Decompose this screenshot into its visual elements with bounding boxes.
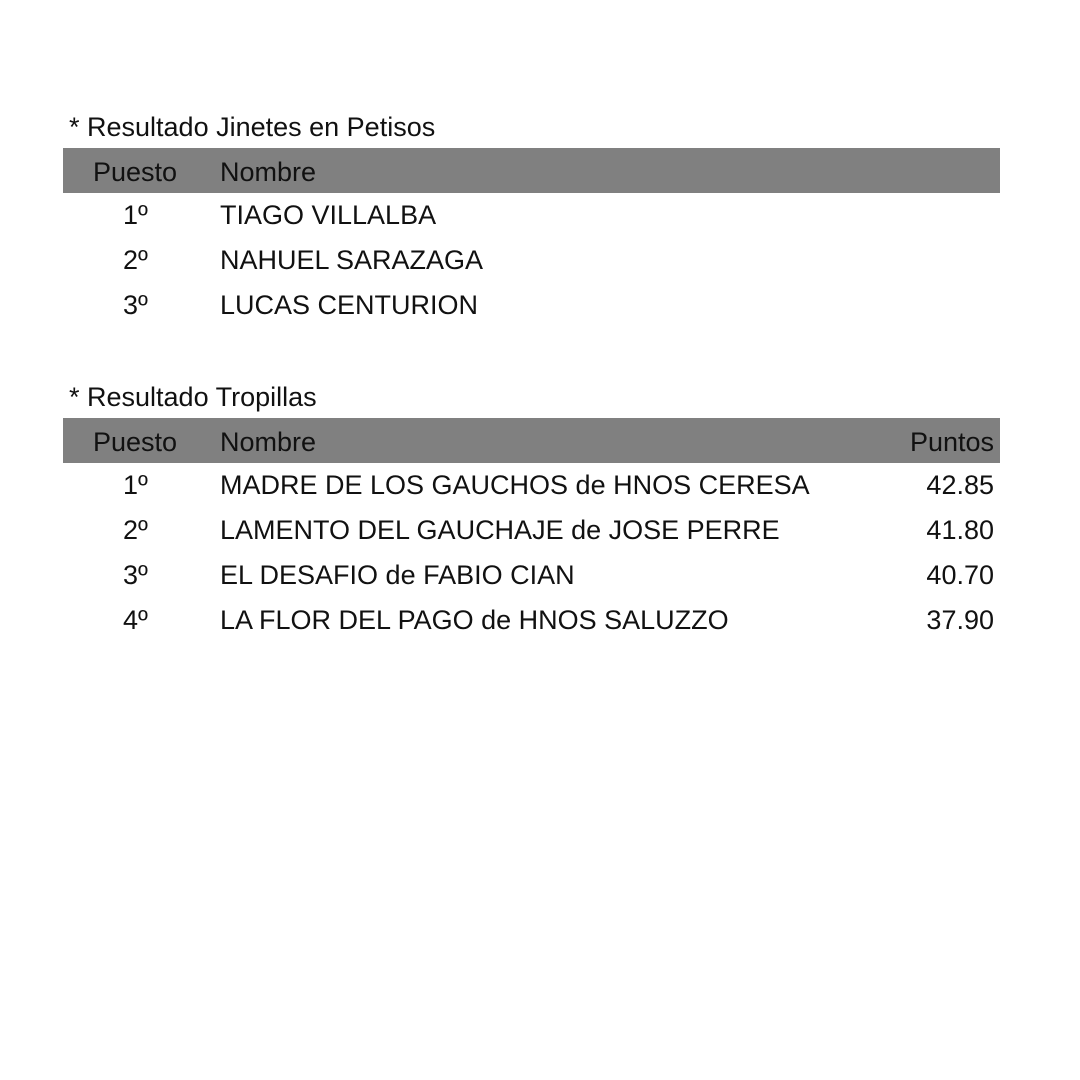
row-puesto: 2º [123,515,148,545]
row-nombre: MADRE DE LOS GAUCHOS de HNOS CERESA [220,470,810,500]
row-nombre: TIAGO VILLALBA [220,200,437,230]
table-row [63,553,1000,598]
jinetes-title: * Resultado Jinetes en Petisos [69,112,436,142]
table-row [63,193,1000,238]
row-nombre: LAMENTO DEL GAUCHAJE de JOSE PERRE [220,515,780,545]
table-row [63,238,1000,283]
row-nombre: NAHUEL SARAZAGA [220,245,484,275]
row-puntos: 41.80 [926,515,994,545]
row-nombre: LUCAS CENTURION [220,290,479,320]
row-puesto: 1º [123,200,148,230]
jinetes-header-puesto: Puesto [93,157,178,187]
row-puntos: 37.90 [926,605,994,635]
jinetes-section [63,108,1000,328]
row-nombre: LA FLOR DEL PAGO de HNOS SALUZZO [220,605,729,635]
jinetes-table-header [63,148,1000,193]
row-puesto: 3º [123,560,148,590]
row-puesto: 4º [123,605,148,635]
row-puntos: 40.70 [926,560,994,590]
jinetes-header-nombre: Nombre [220,157,317,187]
row-puntos: 42.85 [926,470,994,500]
tropillas-title: * Resultado Tropillas [69,382,317,412]
table-row [63,598,1000,643]
tropillas-section [63,378,1000,643]
row-puesto: 1º [123,470,148,500]
tropillas-header-nombre: Nombre [220,427,317,457]
tropillas-header-puesto: Puesto [93,427,178,457]
table-row [63,283,1000,328]
tropillas-header-puntos: Puntos [909,427,994,457]
row-puesto: 3º [123,290,148,320]
row-nombre: EL DESAFIO de FABIO CIAN [220,560,575,590]
table-row [63,508,1000,553]
row-puesto: 2º [123,245,148,275]
table-row [63,463,1000,508]
tropillas-table-header [63,418,1000,463]
